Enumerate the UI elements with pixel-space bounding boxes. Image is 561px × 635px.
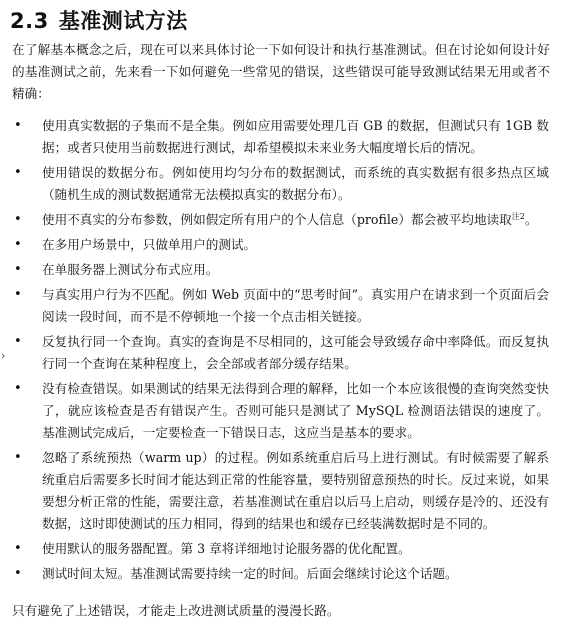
list-item-text: 没有检查错误。如果测试的结果无法得到合理的解释，比如一个本应该很慢的查询突然变快了，就应该检查是否有错误产生。否则可能只是测试了 MySQL 检测语法错误的速度了。基准测试完成后，一定要检查一下错误日志，这应当是基本的要求。 — [42, 381, 549, 440]
bullet: • — [14, 237, 22, 252]
list-item — [0, 162, 561, 206]
list-item-text: 与真实用户行为不匹配。例如 Web 页面中的“思考时间”。真实用户在请求到一个页面后会阅读一段时间，而不是不停顿地一个接一个点击相关链接。 — [42, 287, 549, 324]
bullet: • — [14, 287, 22, 302]
bullet: • — [14, 541, 22, 556]
intro-paragraph: 在了解基本概念之后，现在可以来具体讨论一下如何设计和执行基准测试。但在讨论如何设计好的基准测试之前，先来看一下如何避免一些常见的错误，这些错误可能导致测试结果无用或者不精确： — [12, 42, 550, 101]
list-item — [0, 563, 561, 585]
list-item — [0, 447, 561, 535]
bullet: • — [14, 262, 22, 277]
list-item — [0, 378, 561, 444]
mistake-list — [0, 115, 561, 588]
list-item-text: 反复执行同一个查询。真实的查询是不尽相同的，这可能会导致缓存命中率降低。而反复执行同一个查询在某种程度上，会全部或者部分缓存结果。 — [42, 334, 549, 371]
bullet: • — [14, 334, 22, 349]
list-item-text-main: 使用不真实的分布参数，例如假定所有用户的个人信息（profile）都会被平均地读取 — [42, 212, 512, 227]
footnote-ref[interactable]: 注2 — [511, 211, 525, 221]
list-item-text: 忽略了系统预热（warm up）的过程。例如系统重启后马上进行测试。有时候需要了解系统重启后需要多长时间才能达到正常的性能容量，要特别留意预热的时长。反过来说，如果要想分析正常的性能，需要注意，若基准测试在重启以后马上启动，则缓存是冷的、还没有数据，这时即使测试的压力相同，得到的结果也和缓存已经装满数据时是不同的。 — [42, 450, 549, 531]
section-heading — [10, 5, 188, 35]
list-item — [0, 259, 561, 281]
margin-marker: › — [1, 349, 6, 362]
list-item — [0, 284, 561, 328]
bullet: • — [14, 118, 22, 133]
list-item — [0, 115, 561, 159]
section-number: 2.3 — [10, 9, 49, 33]
bullet: • — [14, 165, 22, 180]
list-item-text: 使用真实数据的子集而不是全集。例如应用需要处理几百 GB 的数据，但测试只有 1GB 数据；或者只使用当前数据进行测试，却希望模拟未来业务大幅度增长后的情况。 — [42, 118, 549, 155]
list-item-text — [42, 209, 549, 231]
list-item-text: 在多用户场景中，只做单用户的测试。 — [42, 237, 257, 252]
list-item — [0, 538, 561, 560]
list-item-text: 测试时间太短。基准测试需要持续一定的时间。后面会继续讨论这个话题。 — [42, 566, 458, 581]
list-item-text: 在单服务器上测试分布式应用。 — [42, 262, 219, 277]
bullet: • — [14, 566, 22, 581]
bullet: • — [14, 381, 22, 396]
list-item-text-tail: 。 — [524, 212, 538, 227]
list-item — [0, 331, 561, 375]
list-item-text: 使用默认的服务器配置。第 3 章将详细地讨论服务器的优化配置。 — [42, 541, 411, 556]
list-item — [0, 209, 561, 231]
section-title: 基准测试方法 — [58, 9, 188, 33]
list-item-text: 使用错误的数据分布。例如使用均匀分布的数据测试，而系统的真实数据有很多热点区域（随机生成的测试数据通常无法模拟真实的数据分布）。 — [42, 165, 549, 202]
list-item — [0, 234, 561, 256]
bullet: • — [14, 212, 22, 227]
bullet: • — [14, 450, 22, 465]
closing-paragraph: 只有避免了上述错误，才能走上改进测试质量的漫漫长路。 — [12, 603, 340, 618]
